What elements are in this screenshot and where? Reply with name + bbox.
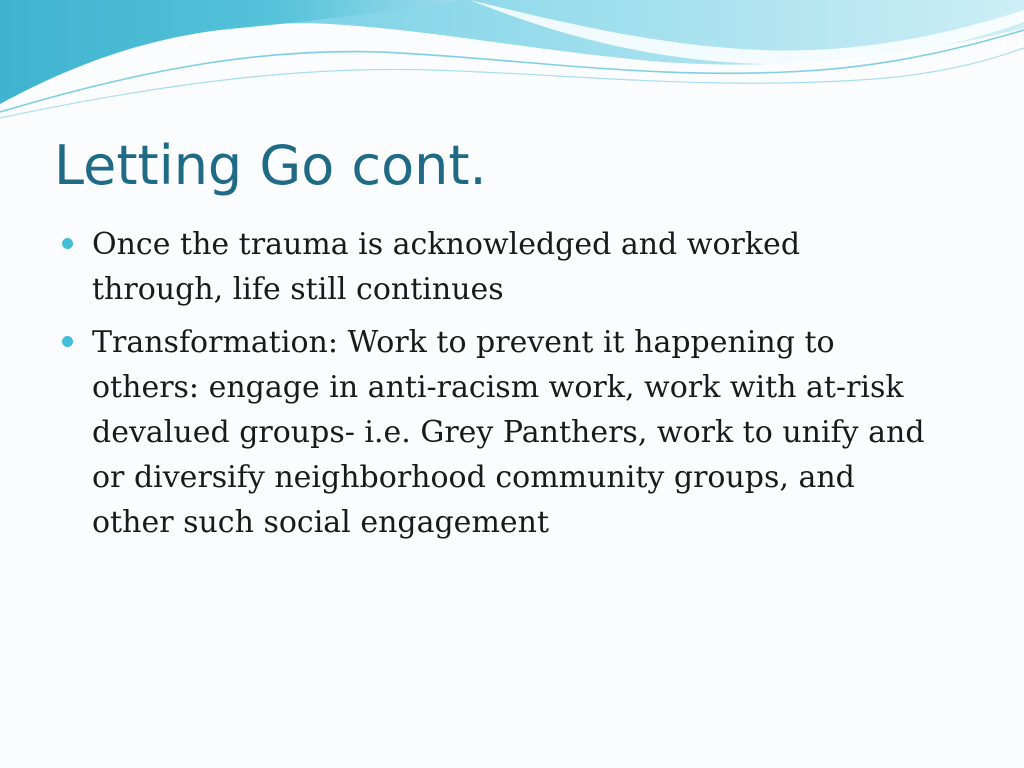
bullet-line: through, life still continues xyxy=(92,272,504,307)
wave-line-2 xyxy=(0,48,1024,118)
bullet-line: others: engage in anti-racism work, work with at-risk xyxy=(92,370,904,405)
decorative-wave-header xyxy=(0,0,1024,130)
bullet-item xyxy=(58,222,958,312)
bullet-dot-icon xyxy=(62,336,73,347)
bullet-dot-icon xyxy=(62,238,73,249)
slide-title: Letting Go cont. xyxy=(54,134,487,197)
bullet-list xyxy=(58,222,958,553)
bullet-line: or diversify neighborhood community groups, and xyxy=(92,460,855,495)
bullet-item xyxy=(58,320,958,545)
bullet-line: Transformation: Work to prevent it happening to xyxy=(92,325,835,360)
bullet-text xyxy=(92,222,958,312)
bullet-line: devalued groups- i.e. Grey Panthers, work to unify and xyxy=(92,415,925,450)
bullet-text xyxy=(92,320,958,545)
bullet-line: other such social engagement xyxy=(92,505,550,540)
bullet-line: Once the trauma is acknowledged and worked xyxy=(92,227,801,262)
